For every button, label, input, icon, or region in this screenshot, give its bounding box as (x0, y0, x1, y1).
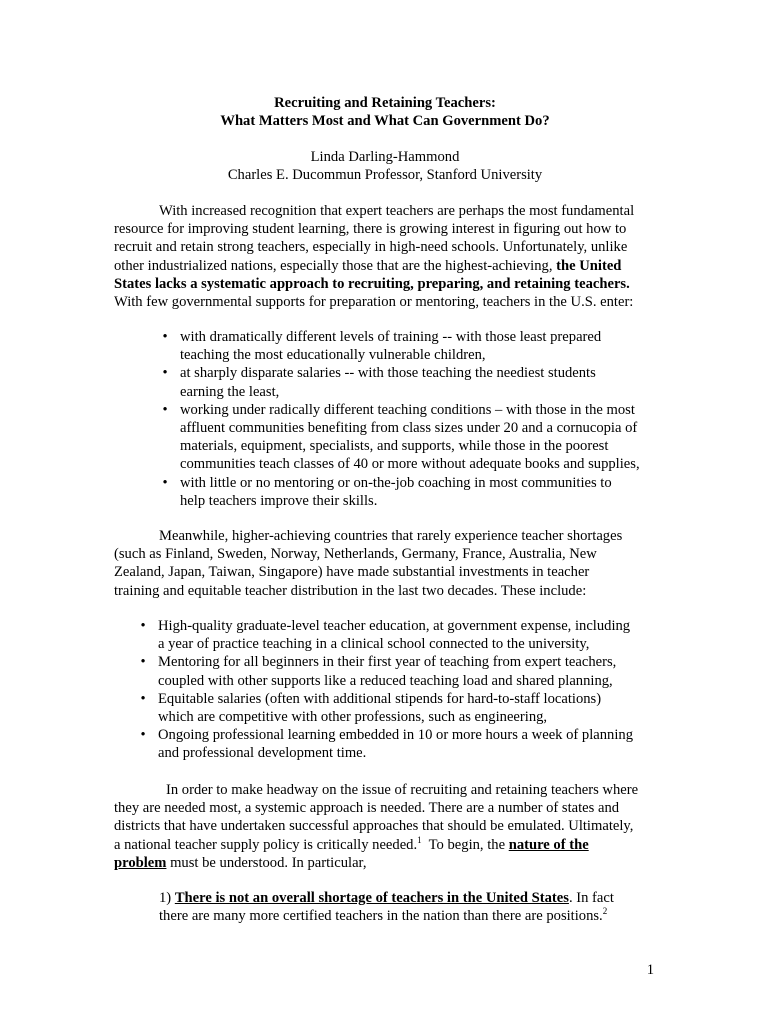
text-segment: a national teacher supply policy is critically needed. (114, 836, 418, 853)
author-affiliation: Charles E. Ducommun Professor, Stanford University (227, 167, 543, 183)
document-title-line-1: Recruiting and Retaining Teachers: (274, 95, 496, 111)
list-item-line: Ongoing professional learning embedded in 10 or more hours a week of planning (158, 727, 633, 744)
list-item (136, 726, 676, 762)
list-item-line: Equitable salaries (often with additional stipends for hard-to-staff locations) (158, 690, 602, 707)
bullet-icon: • (140, 654, 146, 671)
list-item-line: materials, equipment, specialists, and supports, while those in the poorest (180, 438, 609, 455)
text-line: they are needed most, a systemic approach is needed. There are a number of states and (114, 800, 620, 817)
bold-underlined-text: nature of the (508, 836, 589, 853)
list-item-line: teaching the most educationally vulnerable children, (180, 347, 486, 364)
bold-underlined-text: problem (114, 854, 167, 871)
text-segment: . In fact (568, 890, 614, 906)
bullet-icon: • (140, 690, 146, 707)
text-line (159, 889, 679, 907)
text-line: With increased recognition that expert teachers are perhaps the most fundamental (159, 203, 635, 219)
text-line: resource for improving student learning, there is growing interest in figuring out how to (114, 221, 627, 238)
bold-underlined-text: There is not an overall shortage of teachers in the United States (174, 890, 569, 906)
text-line: training and equitable teacher distribution in the last two decades. These include: (114, 582, 587, 599)
bullet-icon: • (162, 474, 168, 491)
bullet-icon: • (162, 365, 168, 382)
list-item-line: at sharply disparate salaries -- with those teaching the neediest students (180, 365, 596, 382)
list-item-line: affluent communities benefiting from class sizes under 20 and a cornucopia of (180, 420, 638, 437)
list-item-line: communities teach classes of 40 or more without adequate books and supplies, (180, 456, 640, 473)
list-item-line: a year of practice teaching in a clinical school connected to the university, (158, 636, 590, 653)
text-line: With few governmental supports for preparation or mentoring, teachers in the U.S. enter: (114, 294, 634, 311)
list-item-line: which are competitive with other professions, such as engineering, (158, 709, 548, 726)
bullet-list-us-conditions (158, 328, 678, 510)
bullet-icon: • (140, 727, 146, 744)
text-line: (such as Finland, Sweden, Norway, Netherlands, Germany, France, Australia, New (114, 546, 597, 563)
paragraph-systemic-approach (114, 781, 660, 872)
document-title-line-2: What Matters Most and What Can Government Do? (220, 113, 550, 129)
text-line (114, 836, 660, 854)
list-item-line: with little or no mentoring or on-the-job coaching in most communities to (180, 474, 612, 491)
bullet-icon: • (162, 401, 168, 418)
text-line: In order to make headway on the issue of recruiting and retaining teachers where (166, 782, 639, 798)
text-segment: must be understood. In particular, (166, 854, 367, 871)
list-item (136, 690, 676, 726)
list-item-line: help teachers improve their skills. (180, 492, 378, 509)
text-segment: there are many more certified teachers in the nation than there are positions. (159, 908, 603, 925)
text-line: Meanwhile, higher-achieving countries that rarely experience teacher shortages (159, 528, 623, 544)
list-item (136, 617, 676, 653)
bullet-icon: • (140, 618, 146, 634)
list-item-line: Mentoring for all beginners in their first year of teaching from expert teachers, (158, 654, 617, 671)
text-line (114, 854, 660, 872)
list-item-line: High-quality graduate-level teacher education, at government expense, including (158, 618, 631, 634)
page-number: 1 (646, 962, 654, 978)
list-item-line: with dramatically different levels of training -- with those least prepared (180, 329, 602, 345)
text-line (114, 257, 660, 275)
bullet-icon: • (162, 329, 168, 345)
bullet-list-investments (136, 617, 676, 763)
list-item (158, 328, 678, 364)
list-item-line: working under radically different teaching conditions – with those in the most (180, 401, 635, 418)
paragraph-other-countries (114, 527, 660, 600)
list-item (158, 474, 678, 510)
text-segment: To begin, the (421, 836, 509, 853)
bold-text: States lacks a systematic approach to recruiting, preparing, and retaining teachers. (114, 275, 630, 292)
text-segment: 1) (159, 890, 175, 906)
text-line: recruit and retain strong teachers, especially in high-need schools. Unfortunately, unlike (114, 239, 628, 256)
text-segment: other industrialized nations, especially those that are the highest-achieving, (114, 257, 557, 274)
footnote-marker: 1 (417, 834, 422, 845)
footnote-marker: 2 (602, 906, 608, 917)
text-line: Zealand, Japan, Taiwan, Singapore) have made substantial investments in teacher (114, 564, 590, 581)
text-line: districts that have undertaken successful approaches that should be emulated. Ultimately, (114, 818, 634, 835)
list-item (158, 401, 678, 474)
author-name: Linda Darling-Hammond (310, 149, 460, 165)
list-item (136, 653, 676, 689)
text-line (114, 275, 660, 293)
list-item (158, 364, 678, 400)
text-line (159, 907, 679, 925)
list-item-line: and professional development time. (158, 745, 367, 762)
paragraph-point-1 (159, 889, 679, 925)
bold-text: the United (556, 257, 622, 274)
list-item-line: earning the least, (180, 383, 280, 400)
paragraph-intro (114, 202, 660, 311)
list-item-line: coupled with other supports like a reduced teaching load and shared planning, (158, 672, 613, 689)
